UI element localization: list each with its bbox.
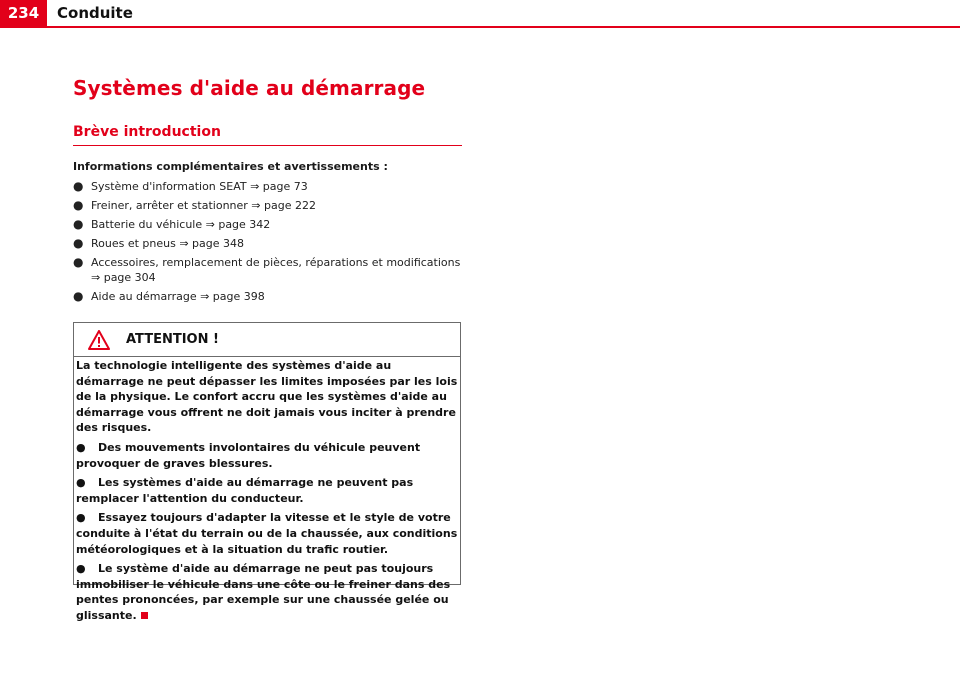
warning-title: ATTENTION ! <box>126 332 219 347</box>
end-square-icon <box>141 612 148 619</box>
bullet-icon: ● <box>73 179 84 193</box>
list-item[interactable] <box>73 217 463 232</box>
warning-item <box>76 475 460 506</box>
bullet-icon: ● <box>73 255 84 269</box>
warning-item <box>76 440 460 471</box>
bullet-icon: ● <box>76 562 86 576</box>
header-divider <box>0 26 960 28</box>
warning-item-text: Le système d'aide au démarrage ne peut pas toujours immobiliser le véhicule dans une côte ou le freiner dans des pentes prononcées, par exemple sur une chaussée gelée ou glissante. <box>76 562 451 622</box>
warning-box <box>73 322 461 622</box>
list-item-text: Batterie du véhicule ⇒ page 342 <box>91 218 271 231</box>
warning-triangle-icon <box>88 330 110 350</box>
warning-item <box>76 510 460 557</box>
page-title: Systèmes d'aide au démarrage <box>73 76 426 100</box>
list-item-text: Système d'information SEAT ⇒ page 73 <box>91 180 308 193</box>
bullet-icon: ● <box>73 217 84 231</box>
list-item[interactable] <box>73 198 463 213</box>
list-item[interactable] <box>73 236 463 251</box>
bullet-icon: ● <box>76 476 86 490</box>
reference-list <box>73 179 463 308</box>
page-number: 234 <box>0 0 47 26</box>
warning-item-text: Essayez toujours d'adapter la vitesse et le style de votre conduite à l'état du terrain ou de la chaussée, aux conditions météorologiques et à la situation du trafic routier. <box>76 511 458 556</box>
warning-body <box>76 358 460 628</box>
warning-item-text: Des mouvements involontaires du véhicule peuvent provoquer de graves blessures. <box>76 440 421 470</box>
list-item-text: Aide au démarrage ⇒ page 398 <box>91 290 265 303</box>
subtitle-rule <box>73 145 462 146</box>
bullet-icon: ● <box>76 440 86 454</box>
list-item-text: Freiner, arrêter et stationner ⇒ page 222 <box>91 199 316 212</box>
list-item[interactable] <box>73 289 463 304</box>
intro-text: Informations complémentaires et avertissements : <box>73 160 388 173</box>
warning-item-text: Les systèmes d'aide au démarrage ne peuvent pas remplacer l'attention du conducteur. <box>76 476 414 505</box>
warning-lead: La technologie intelligente des systèmes d'aide au démarrage ne peut dépasser les limites imposées par les lois de la physique. Le confort accru que les systèmes d'aide au démarrage vous offrent ne doit jamais vous inciter à prendre des risques. <box>76 359 458 435</box>
section-subtitle: Brève introduction <box>73 124 221 140</box>
bullet-icon: ● <box>73 236 84 250</box>
warning-item <box>76 561 460 623</box>
bullet-icon: ● <box>73 198 84 212</box>
list-item-text: Roues et pneus ⇒ page 348 <box>91 237 245 250</box>
list-item[interactable] <box>73 179 463 194</box>
section-title: Conduite <box>57 4 133 22</box>
page-header <box>0 0 960 28</box>
bullet-icon: ● <box>76 511 86 525</box>
warning-header <box>74 323 460 357</box>
bullet-icon: ● <box>73 289 84 303</box>
list-item-text: Accessoires, remplacement de pièces, réparations et modifications ⇒ page 304 <box>91 256 461 284</box>
list-item[interactable] <box>73 255 463 285</box>
